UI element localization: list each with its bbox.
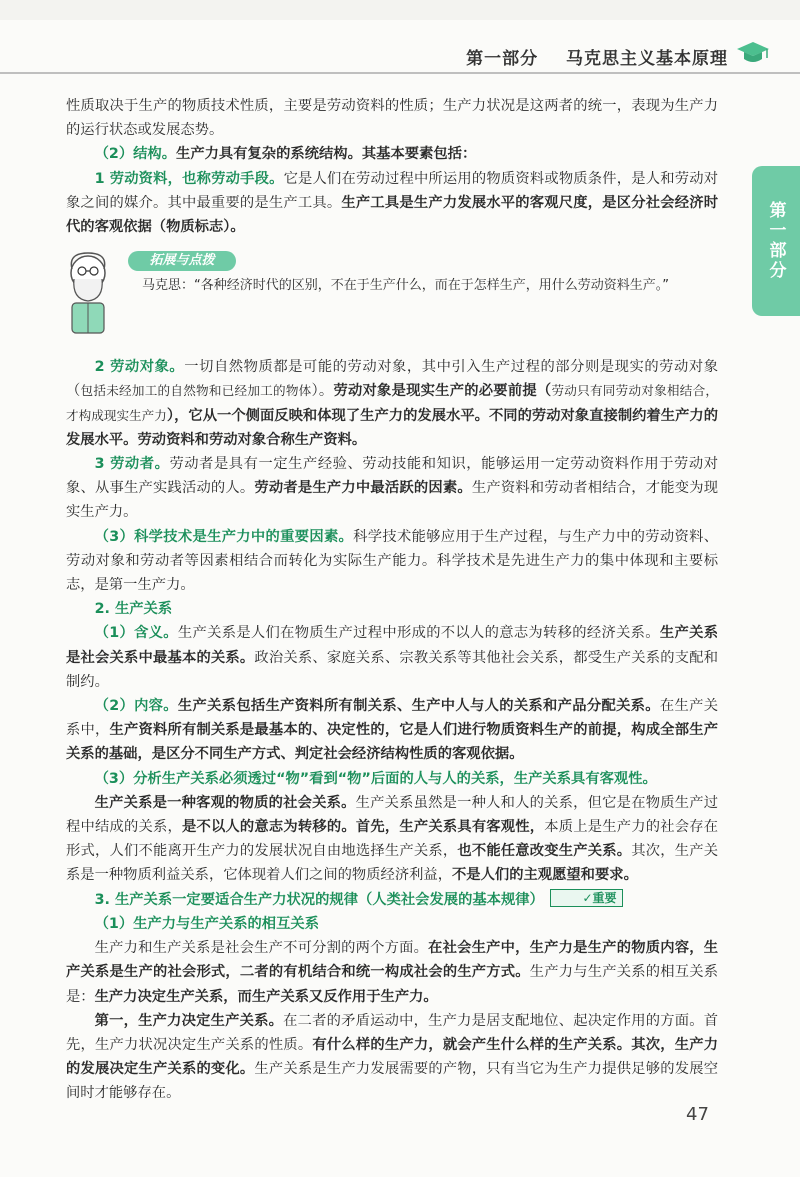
- paragraph-analysis-heading: （3）分析生产关系必须透过“物”看到“物”后面的人与人的关系，生产关系具有客观性。: [94, 770, 657, 787]
- paragraph-nature: 性质取决于生产的物质技术性质，主要是劳动资料的性质；生产力状况是这两者的统一，表现为生产力的运行状态或发展态势。: [66, 98, 718, 139]
- heading-production-relations: 2. 生产关系: [94, 601, 173, 618]
- marx-portrait-icon: [58, 247, 118, 339]
- header-section: 第一部分: [466, 49, 539, 69]
- paragraph-laborer: 3 劳动者。劳动者是具有一定生产经验、劳动技能和知识，能够运用一定劳动资料作用于劳动对象、从事生产实践活动的人。劳动者是生产力中最活跃的因素。生产资料和劳动者相结合，才能变为现实生产力。: [66, 456, 719, 521]
- paragraph-structure: （2）结构。生产力具有复杂的系统结构。其基本要素包括：: [94, 146, 477, 163]
- graduation-cap-icon: [736, 40, 770, 66]
- top-margin-strip: [0, 0, 800, 20]
- header-book-title: 马克思主义基本原理: [566, 49, 728, 69]
- part-side-tab: [752, 166, 800, 316]
- subheading-mutual-relation: （1）生产力与生产关系的相互关系: [94, 915, 319, 932]
- tip-box: [66, 247, 718, 349]
- page-number: 47: [686, 1104, 709, 1125]
- tip-quote: 马克思：“各种经济时代的区别，不在于生产什么，而在于怎样生产，用什么劳动资料生产。”: [142, 278, 669, 294]
- page-body: [66, 94, 718, 1106]
- heading-basic-law: 3. 生产关系一定要适合生产力状况的规律（人类社会发展的基本规律） ✓重要: [66, 888, 718, 912]
- paragraph-labor-means: 1 劳动资料，也称劳动手段。它是人们在劳动过程中所运用的物质资料或物质条件，是人和劳动对象之间的媒介。其中最重要的是生产工具。生产工具是生产力发展水平的客观尺度，是区分社会经济时代的客观依据（物质标志）。: [66, 170, 719, 236]
- paragraph-definition: （1）含义。生产关系是人们在物质生产过程中形成的不以人的意志为转移的经济关系。生产关系是社会关系中最基本的关系。政治关系、家庭关系、宗教关系等其他社会关系，都受生产关系的支配和制约。: [66, 625, 719, 690]
- paragraph-content: （2）内容。生产关系包括生产资料所有制关系、生产中人与人的关系和产品分配关系。在生产关系中，生产资料所有制关系是最基本的、决定性的，它是人们进行物质资料生产的前提，构成全部生产关系的基础，是区分不同生产方式、判定社会经济结构性质的客观依据。: [66, 698, 719, 763]
- paragraph-labor-object: 2 劳动对象。一切自然物质都是可能的劳动对象，其中引入生产过程的部分则是现实的劳动对象（包括未经加工的自然物和已经加工的物体）。劳动对象是现实生产的必要前提（劳动只有同劳动对象相结合，才构成现实生产力），它从一个侧面反映和体现了生产力的发展水平。不同的劳动对象直接制约着生产力的发展水平。劳动资料和劳动对象合称生产资料。: [66, 359, 719, 448]
- side-tab-label: 第一部分: [765, 201, 786, 281]
- paragraph-mutual-relation: 生产力和生产关系是社会生产不可分割的两个方面。在社会生产中，生产力是生产的物质内容，生产关系是生产的社会形式，二者的有机结合和统一构成社会的生产方式。生产力与生产关系的相互关系是：生产力决定生产关系，而生产关系又反作用于生产力。: [66, 940, 719, 1005]
- tip-label: 拓展与点拨: [128, 251, 236, 271]
- running-header: [0, 36, 800, 76]
- paragraph-objectivity: 生产关系是一种客观的物质的社会关系。生产关系虽然是一种人和人的关系，但它是在物质生产过程中结成的关系，是不以人的意志为转移的。首先，生产关系具有客观性，本质上是生产力的社会存在形式，人们不能离开生产力的发展状况自由地选择生产关系，也不能任意改变生产关系。其次，生产关系是一种物质利益关系，它体现着人们之间的物质经济利益，不是人们的主观愿望和要求。: [66, 794, 719, 884]
- paragraph-science-tech: （3）科学技术是生产力中的重要因素。科学技术能够应用于生产过程，与生产力中的劳动资料、劳动对象和劳动者等因素相结合而转化为实际生产能力。科学技术是先进生产力的集中体现和主要标志，是第一生产力。: [66, 528, 718, 594]
- paragraph-first-point: 第一，生产力决定生产关系。在二者的矛盾运动中，生产力是居支配地位、起决定作用的方面。首先，生产力状况决定生产关系的性质。有什么样的生产力，就会产生什么样的生产关系。其次，生产力的发展决定生产关系的变化。生产关系是生产力发展需要的产物，只有当它为生产力提供足够的发展空间时才能够存在。: [66, 1012, 719, 1102]
- header-rule: [0, 72, 800, 74]
- important-badge: ✓重要: [550, 889, 623, 907]
- header-title: [466, 44, 728, 69]
